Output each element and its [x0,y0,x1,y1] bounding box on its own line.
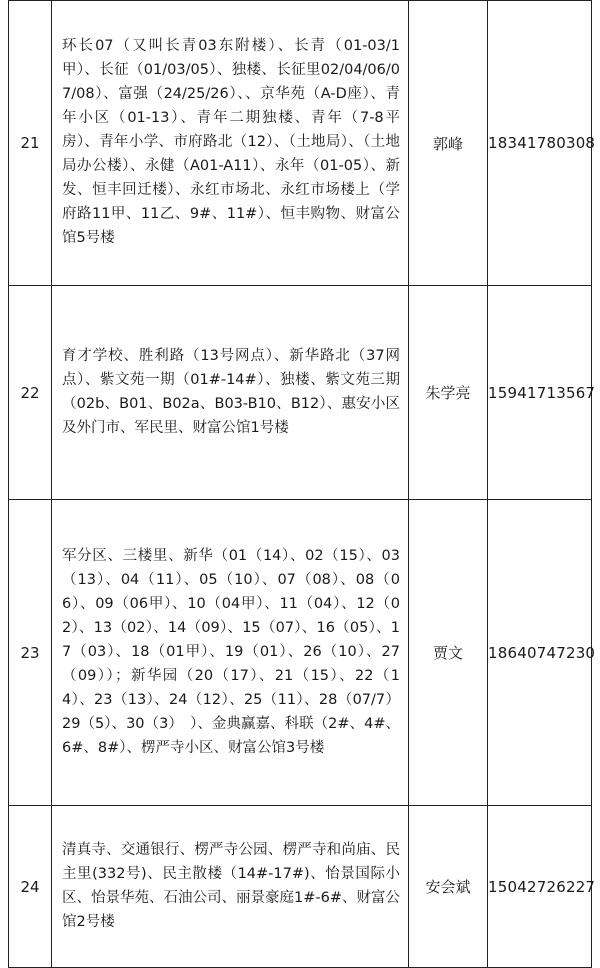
row-number: 21 [9,1,52,286]
row-number: 23 [9,500,52,806]
table-row [9,806,592,968]
row-number: 22 [9,286,52,500]
phone-number: 18640747230 [488,500,592,806]
table-row [9,286,592,500]
area-text: 军分区、三楼里、新华（01（14）、02（15）、03（13）、04（11）、05（10）、07（08）、08（06）、09（06甲）、10（04甲）、11（04）、12（02）、13（02）、14（09）、15（07）、16（05）、17（03）、18（01甲）、19（01）、26（10）、27（09））；新华园（20（17）、21（15）、22（14）、23（13）、24（12）、25（11）、28（07/7）29（5）、30（3） ）、金典赢嘉、科联（2#、4#、6#、8#）、楞严寺小区、财富公馆3号楼 [62,547,400,756]
area-text: 环长07（又叫长青03东附楼）、长青（01-03/1甲）、长征（01/03/05）、独楼、长征里02/04/06/07/08）、富强（24/25/26）、、京华苑（A-D座）、青年小区（01-13）、青年二期独楼、青年（7-8平房）、青年小学、市府路北（12）、（土地局）、（土地局办公楼）、永健（A01-A11）、永年（01-05）、新发、恒丰回迁楼）、永红市场北、永红市场楼上（学府路11甲、11乙、9#、11#）、恒丰购物、财富公馆5号楼 [62,38,400,246]
table-row [9,500,592,806]
row-number: 24 [9,806,52,968]
phone-number: 18341780308 [488,1,592,286]
area-text: 育才学校、胜利路（13号网点）、新华路北（37网点）、紫文苑一期（01#-14#）、独楼、紫文苑三期（02b、B01、B02a、B03-B10、B12）、惠安小区及外门市、军民里、财富公馆1号楼 [62,347,400,436]
contact-name: 朱学亮 [409,286,488,500]
area-cell [52,806,409,968]
area-cell [52,1,409,286]
contact-name: 安会斌 [409,806,488,968]
area-cell [52,500,409,806]
area-cell [52,286,409,500]
assignment-table [8,0,596,968]
table-row [9,1,592,286]
contact-name: 郭峰 [409,1,488,286]
phone-number: 15042726227 [488,806,592,968]
phone-number: 15941713567 [488,286,592,500]
area-text: 清真寺、交通银行、楞严寺公园、楞严寺和尚庙、民主里(332号)、民主散楼（14#-17#)、怡景国际小区、怡景华苑、石油公司、丽景豪庭1#-6#、财富公馆2号楼 [62,841,400,930]
contact-name: 贾文 [409,500,488,806]
